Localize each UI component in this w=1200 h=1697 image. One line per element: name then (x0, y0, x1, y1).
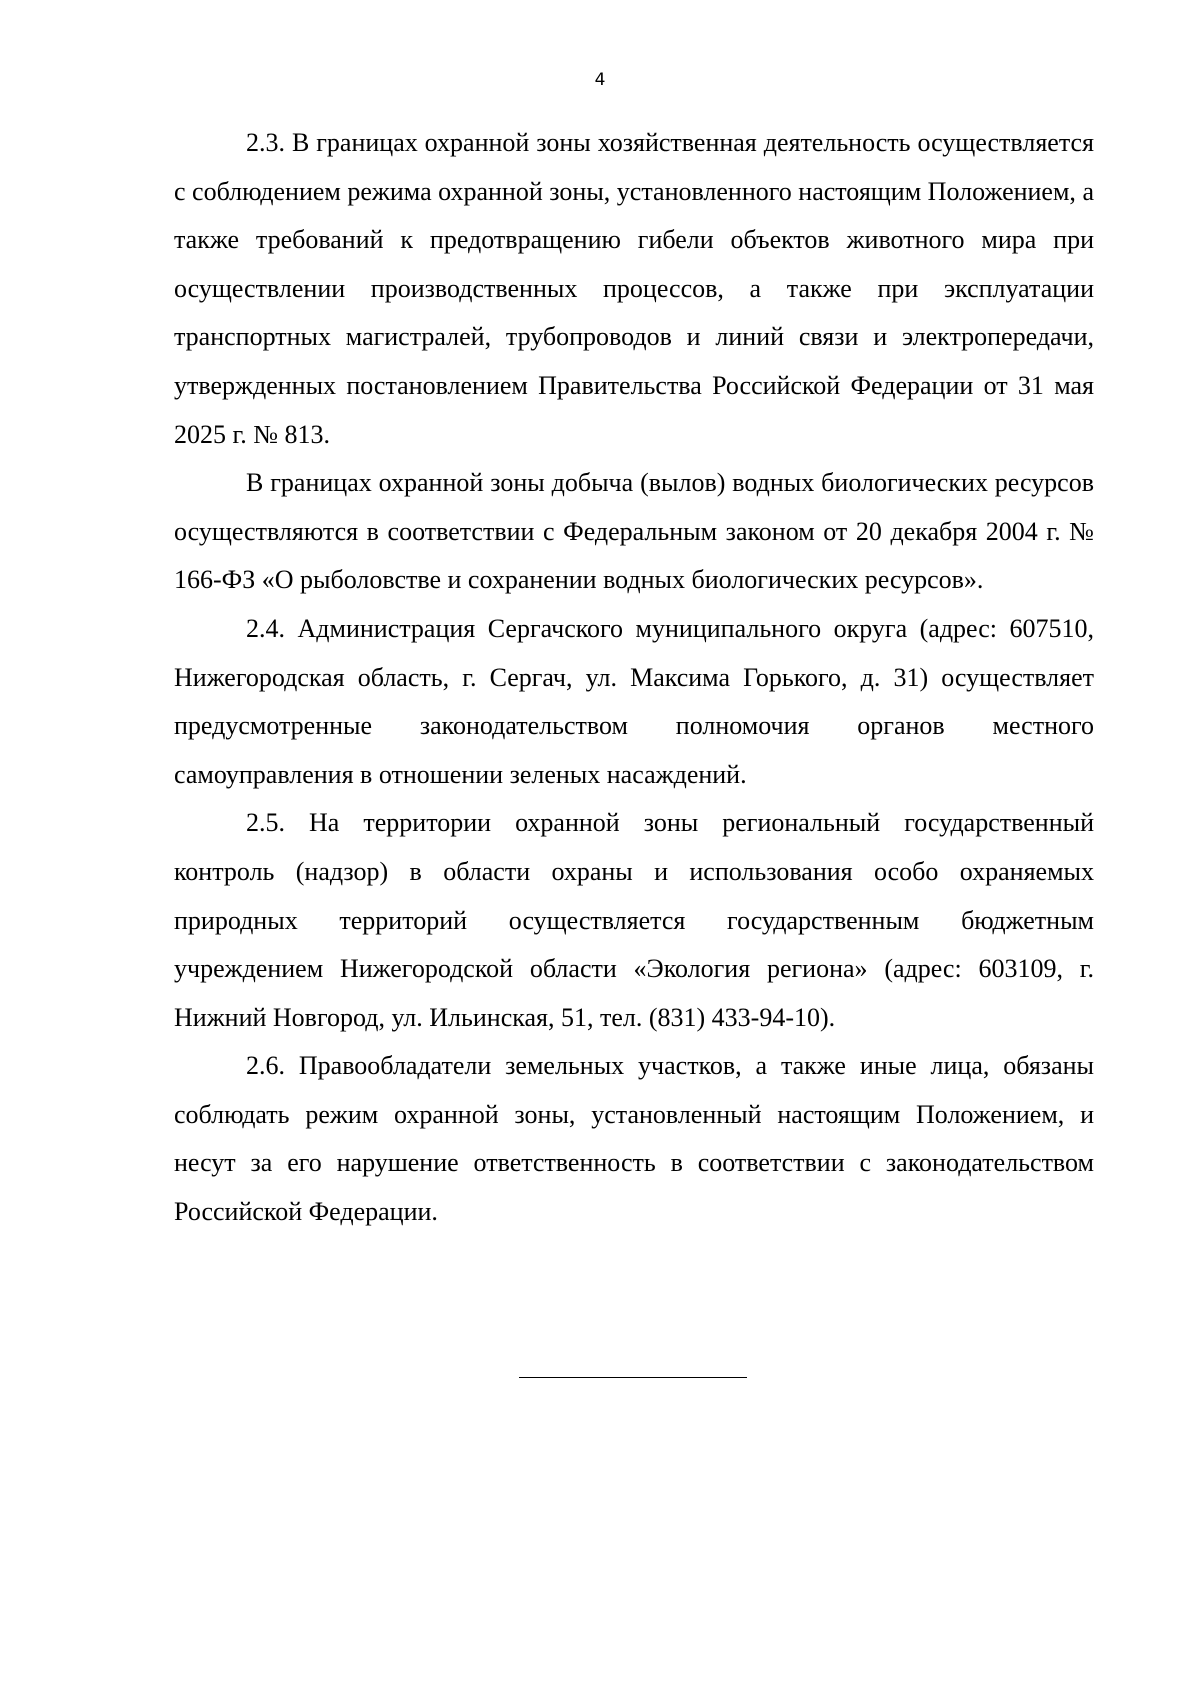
paragraph-fishing: В границах охранной зоны добыча (вылов) водных биологических ресурсов осуществляются в соответствии с Федеральным законом от 20 декабря 2004 г. № 166-ФЗ «О рыболовстве и сохранении водных биологических ресурсов». (174, 468, 1094, 595)
paragraph-2-5: 2.5. На территории охранной зоны региональный государственный контроль (надзор) в области охраны и использования особо охраняемых природных территорий осуществляется государственным бюджетным учреждением Нижегородской области «Экология региона» (адрес: 603109, г. Нижний Новгород, ул. Ильинская, 51, тел. (831) 433-94-10). (174, 808, 1094, 1032)
paragraph-2-3: 2.3. В границах охранной зоны хозяйственная деятельность осуществляется с соблюдением режима охранной зоны, установленного настоящим Положением, а также требований к предотвращению гибели объектов животного мира при осуществлении производственных процессов, а также при эксплуатации транспортных магистралей, трубопроводов и линий связи и электропередачи, утвержденных постановлением Правительства Российской Федерации от 31 мая 2025 г. № 813. (174, 128, 1094, 449)
paragraph-2-4: 2.4. Администрация Сергачского муниципального округа (адрес: 607510, Нижегородская область, г. Сергач, ул. Максима Горького, д. 31) осуществляет предусмотренные законодательством полномочия органов местного самоуправления в отношении зеленых насаждений. (174, 613, 1094, 789)
page-number: 4 (594, 70, 606, 90)
document-body (174, 119, 1094, 1237)
end-separator-line (519, 1377, 747, 1378)
paragraph-2-6: 2.6. Правообладатели земельных участков, а также иные лица, обязаны соблюдать режим охранной зоны, установленный настоящим Положением, и несут за его нарушение ответственность в соответствии с законодательством Российской Федерации. (174, 1051, 1094, 1227)
